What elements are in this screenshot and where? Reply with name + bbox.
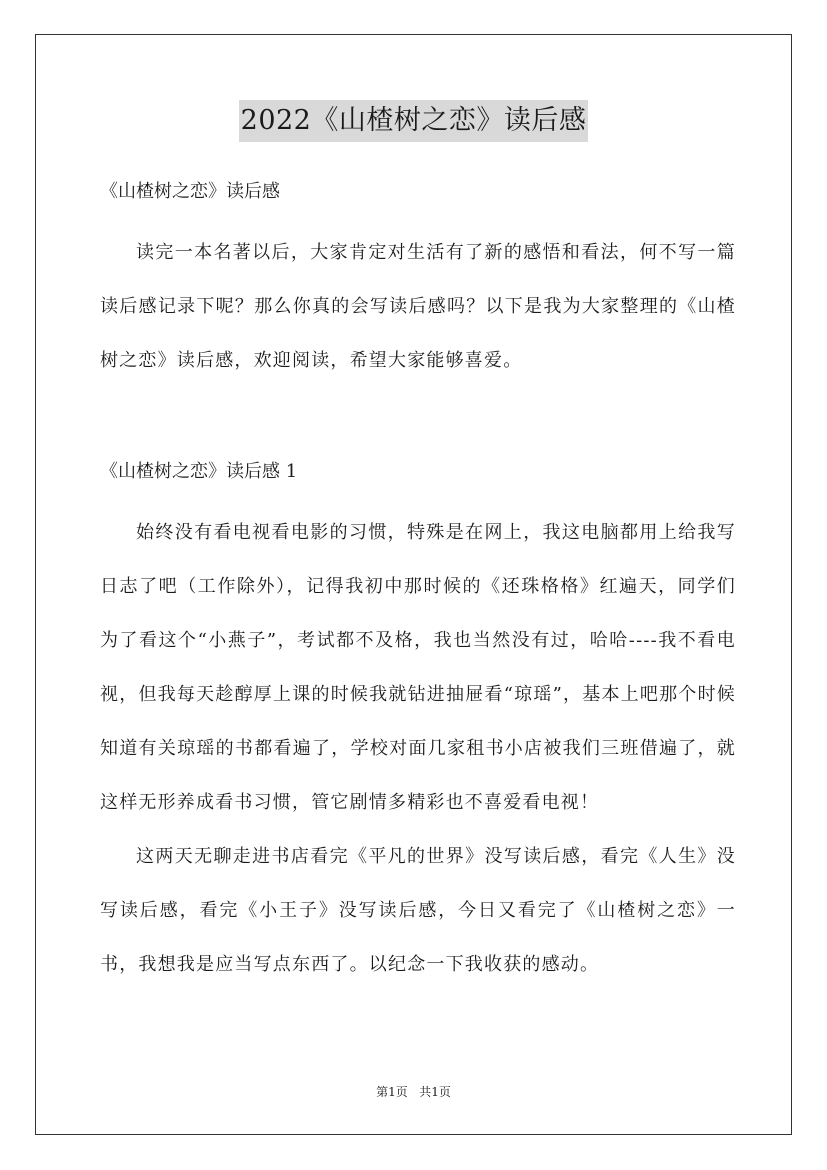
section-1-paragraph-2: 这两天无聊走进书店看完《平凡的世界》没写读后感，看完《人生》没写读后感，看完《小王子》没写读后感，今日又看完了《山楂树之恋》一书，我想我是应当写点东西了。以纪念一下我收获的感动。 — [100, 846, 736, 975]
title-container — [0, 100, 827, 142]
document-title: 2022《山楂树之恋》读后感 — [239, 100, 589, 142]
document-body — [100, 170, 736, 992]
section-1-paragraph-1: 始终没有看电视看电影的习惯，特殊是在网上，我这电脑都用上给我写日志了吧（工作除外），记得我初中那时候的《还珠格格》红遍天，同学们为了看这个“小燕子”，考试都不及格，我也当然没有过，哈哈----我不看电视，但我每天趁醇厚上课的时候我就钻进抽屉看“琼瑶”，基本上吧那个时候知道有关琼瑶的书都看遍了，学校对面几家租书小店被我们三班借遍了，就这样无形养成看书习惯，管它剧情多精彩也不喜爱看电视！ — [100, 522, 736, 813]
section-1-heading: 《山楂树之恋》读后感 1 — [100, 461, 298, 482]
intro-paragraph: 读完一本名著以后，大家肯定对生活有了新的感悟和看法，何不写一篇读后感记录下呢？那么你真的会写读后感吗？以下是我为大家整理的《山楂树之恋》读后感，欢迎阅读，希望大家能够喜爱。 — [100, 242, 736, 371]
intro-heading: 《山楂树之恋》读后感 — [100, 181, 280, 202]
page-footer: 第1页 共1页 — [376, 1085, 451, 1099]
